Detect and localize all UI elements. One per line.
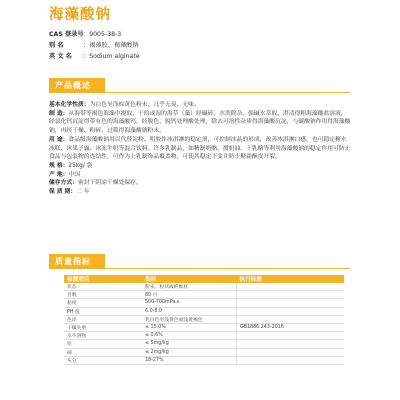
cas-row: CAS 登录号：9005-38-3: [49, 30, 140, 41]
table-row: PH 值 6.0-8.0: [64, 307, 344, 315]
table-row: 铅 ≤ 5mg/kg: [64, 340, 344, 348]
specification: 规 格：25kg/ 袋: [49, 162, 93, 169]
alias-row: 别 名 ：褐藻胶、褐藻酸钠: [49, 41, 140, 52]
table-header-row: [64, 275, 344, 283]
alias-value: 褐藻胶、褐藻酸钠: [89, 41, 139, 49]
cas-value: 9005-38-3: [89, 31, 122, 38]
header-indicator: 指标: [142, 275, 237, 283]
chemical-properties: 基本化学性质：为白色至浅棕黄色粉末；几乎无臭，无味。: [49, 102, 200, 108]
product-meta: [49, 30, 140, 62]
header-test-item: 检测项目: [64, 275, 142, 283]
origin: 产 地：中国: [49, 171, 81, 178]
uses: 用 途：食品级海藻酸钠用以代替淀粉、明胶作冰淇淋的稳定剂，可控制冰晶的形成，改善冰淇淋口感，也可稳定糖水冰糕、冰果子露、冰冻牛奶等混合饮料。许多乳制品，如精制奶酪、掼奶油、干乳酪等利用海藻酸钠的稳定作用可防止食品与包装物的连结性，可作为上乳制饰品覆盖物，可使其稳定不变并防止糖霜酥皮开裂。: [49, 136, 351, 161]
english-name-label: 英 文 名: [49, 52, 72, 60]
table-row: 粘度 500-700mPa.s: [64, 299, 344, 307]
table-row: 干燥失重 ≤ 15.0% GB1886.243-2016: [64, 323, 344, 331]
table-row: 目数 80 目: [64, 291, 344, 299]
overview-divider: [49, 92, 350, 93]
product-title: 海藻酸钠: [49, 7, 111, 23]
table-row: 水不溶物 ≤ 0.6%: [64, 332, 344, 340]
table-row: 砷 ≤ 2mg/kg: [64, 348, 344, 356]
header-standard: 执行标准: [237, 275, 345, 283]
cas-label: CAS 登录号: [49, 31, 84, 38]
overview-heading: 产品概述: [49, 78, 105, 93]
alias-label: 别 名: [49, 41, 64, 49]
table-row: 状态 粉末、粒状或纤维状: [64, 283, 344, 291]
storage: 储存方式：密封干阴凉干燥处保存。: [49, 180, 142, 187]
quality-heading: 质量指标: [49, 254, 105, 269]
overview-body: [49, 101, 351, 197]
table-row: 灰分 18-27%: [64, 356, 344, 364]
english-name-row: 英 文 名 ：Sodium alginate: [49, 52, 140, 63]
english-name-value: Sodium alginate: [89, 52, 140, 60]
quality-divider: [49, 268, 350, 269]
shelf-life: 保 质 期：二 年: [49, 189, 90, 196]
manufacturing: 制 造：从海带等褐色海藻中提取，干的或湿的海草（藻）经碾碎、水洗除杂、强碱水萃取、澄清得粗海藻酸盐溶液，经氯化钙沉淀得带有色的海藻酸钙，经脱色、脱钙处理酸处理，除去可溶性杂质得海藻酸沉淀，与碳酸钠作用得海藻酸钠，再经干燥、粉碎、过筛得海藻酸钠粉末。: [49, 110, 351, 135]
quality-spec-table: [64, 275, 344, 365]
table-row: 色泽 乳白色至浅黄色或浅黄褐色: [64, 315, 344, 323]
